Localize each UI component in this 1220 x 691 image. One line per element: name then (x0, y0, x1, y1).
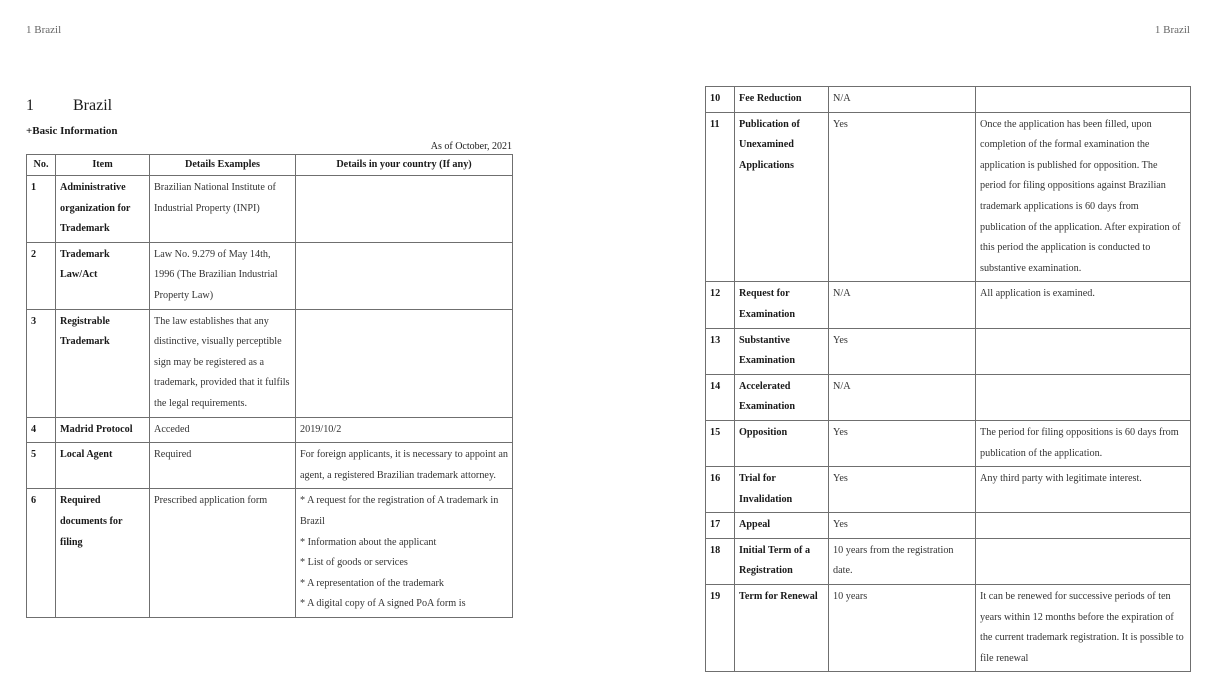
row-item: Initial Term of a Registration (735, 538, 829, 584)
row-example: Yes (829, 467, 976, 513)
table-row (706, 328, 1191, 374)
table-row (706, 585, 1191, 672)
basic-info-table-left (26, 154, 513, 618)
row-detail: It can be renewed for successive periods of ten years within 12 months before the expiration of the current trademark registration. It is possible to file renewal (976, 585, 1191, 672)
row-example: N/A (829, 374, 976, 420)
row-detail (976, 513, 1191, 539)
row-no: 6 (27, 489, 56, 618)
row-example: N/A (829, 282, 976, 328)
table-row (706, 467, 1191, 513)
row-detail: 2019/10/2 (296, 417, 513, 443)
detail-line: * A representation of the trademark (300, 577, 444, 589)
title-number: 1 (26, 97, 34, 114)
row-no: 2 (27, 242, 56, 309)
row-example: Yes (829, 513, 976, 539)
row-item: Trademark Law/Act (56, 242, 150, 309)
table-row (706, 112, 1191, 282)
row-item: Required documents for filing (56, 489, 150, 618)
row-no: 13 (706, 328, 735, 374)
row-detail (296, 242, 513, 309)
detail-line: * List of goods or services (300, 557, 408, 569)
row-no: 3 (27, 309, 56, 417)
table-row (706, 87, 1191, 113)
row-no: 4 (27, 417, 56, 443)
table-row (706, 374, 1191, 420)
row-item: Opposition (735, 420, 829, 466)
row-example: 10 years from the registration date. (829, 538, 976, 584)
detail-line: * Information about the applicant (300, 536, 437, 548)
row-item: Madrid Protocol (56, 417, 150, 443)
row-detail: Once the application has been filled, upon completion of the formal examination the application is published for opposition. The period for filing oppositions against Brazilian trademark applications is 60 days from publication of the application. After expiration of this period the application is conducted to substantive examination. (976, 112, 1191, 282)
row-detail-list (296, 489, 513, 618)
row-no: 16 (706, 467, 735, 513)
table-row (27, 309, 513, 417)
col-header-details: Details in your country (If any) (296, 155, 513, 176)
page-right (705, 86, 1190, 672)
table-header-row (27, 155, 513, 176)
table-row (27, 443, 513, 489)
row-example: N/A (829, 87, 976, 113)
row-example: 10 years (829, 585, 976, 672)
table-row (706, 513, 1191, 539)
running-header-left: 1 Brazil (26, 24, 62, 36)
document-title (26, 95, 512, 117)
row-item: Publication of Unexamined Applications (735, 112, 829, 282)
row-no: 5 (27, 443, 56, 489)
row-detail: All application is examined. (976, 282, 1191, 328)
row-example: Acceded (150, 417, 296, 443)
row-example: Yes (829, 112, 976, 282)
title-text: Brazil (73, 97, 113, 114)
row-no: 11 (706, 112, 735, 282)
row-item: Substantive Examination (735, 328, 829, 374)
row-item: Administrative organization for Trademark (56, 176, 150, 243)
page-left (26, 95, 512, 618)
row-item: Accelerated Examination (735, 374, 829, 420)
table-row (27, 489, 513, 618)
section-heading: +Basic Information (26, 125, 118, 137)
row-example: Yes (829, 420, 976, 466)
row-no: 15 (706, 420, 735, 466)
row-detail (976, 538, 1191, 584)
as-of-date: As of October, 2021 (430, 141, 512, 152)
row-detail: The period for filing oppositions is 60 days from publication of the application. (976, 420, 1191, 466)
row-item: Local Agent (56, 443, 150, 489)
row-example: Yes (829, 328, 976, 374)
row-detail (976, 328, 1191, 374)
row-no: 18 (706, 538, 735, 584)
row-no: 17 (706, 513, 735, 539)
running-header-right: 1 Brazil (1154, 24, 1190, 36)
row-detail: Any third party with legitimate interest. (976, 467, 1191, 513)
row-example: Brazilian National Institute of Industrial Property (INPI) (150, 176, 296, 243)
row-no: 12 (706, 282, 735, 328)
row-example: Law No. 9.279 of May 14th, 1996 (The Brazilian Industrial Property Law) (150, 242, 296, 309)
row-detail (296, 309, 513, 417)
row-no: 10 (706, 87, 735, 113)
detail-line: * A digital copy of A signed PoA form is (300, 598, 466, 610)
table-row (27, 242, 513, 309)
row-example: Prescribed application form (150, 489, 296, 618)
col-header-no: No. (27, 155, 56, 176)
row-example: Required (150, 443, 296, 489)
col-header-item: Item (56, 155, 150, 176)
detail-line: * A request for the registration of A trademark in Brazil (300, 495, 499, 527)
row-no: 1 (27, 176, 56, 243)
row-example: The law establishes that any distinctive, visually perceptible sign may be registered as a trademark, provided that it fulfils the legal requirements. (150, 309, 296, 417)
table-row (706, 420, 1191, 466)
row-item: Trial for Invalidation (735, 467, 829, 513)
row-detail: For foreign applicants, it is necessary to appoint an agent, a registered Brazilian trademark attorney. (296, 443, 513, 489)
table-row (27, 176, 513, 243)
row-no: 19 (706, 585, 735, 672)
row-item: Appeal (735, 513, 829, 539)
row-item: Term for Renewal (735, 585, 829, 672)
row-item: Registrable Trademark (56, 309, 150, 417)
row-detail (976, 87, 1191, 113)
table-row (706, 282, 1191, 328)
table-row (706, 538, 1191, 584)
row-detail (976, 374, 1191, 420)
row-item: Request for Examination (735, 282, 829, 328)
table-row (27, 417, 513, 443)
row-no: 14 (706, 374, 735, 420)
row-detail (296, 176, 513, 243)
col-header-examples: Details Examples (150, 155, 296, 176)
row-item: Fee Reduction (735, 87, 829, 113)
basic-info-table-right (705, 86, 1191, 672)
